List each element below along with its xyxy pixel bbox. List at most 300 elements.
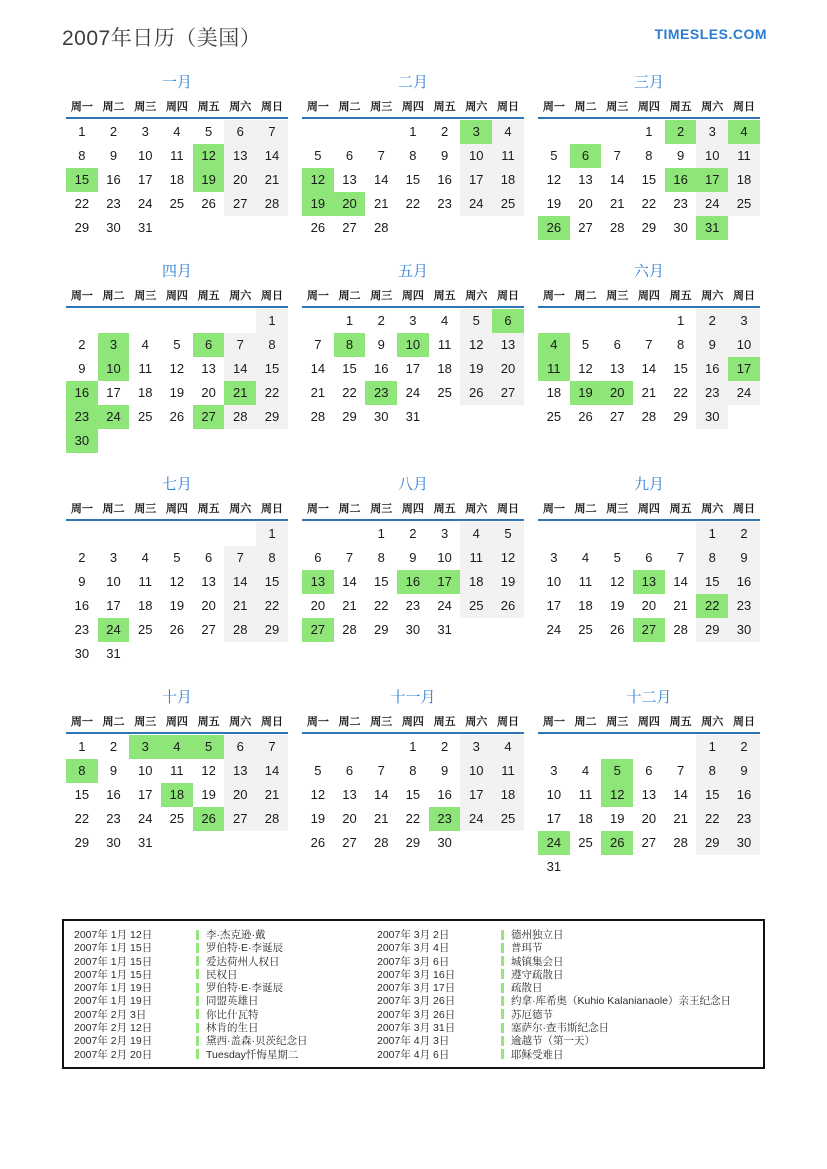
day-cell: 4 [173,124,181,139]
legend-holiday-name: 林肯的生日 [196,1020,377,1035]
month-title: 六月 [633,263,664,280]
day-cell: 14 [224,570,256,594]
day-cell: 4 [581,550,590,565]
weekday-label: 周二 [338,290,361,302]
weekday-label: 周二 [338,503,361,515]
legend-row [74,980,763,993]
weekday-label: 周五 [197,290,220,302]
day-cell [129,429,161,453]
holiday-day-cell: 10 [98,357,130,381]
legend-holiday-name: 苏厄德节 [501,1007,763,1022]
month-十月 [66,689,288,879]
day-cell: 12 [546,172,562,187]
weekday-label: 周日 [260,290,283,302]
day-cell: 8 [78,148,86,163]
weekday-label: 周一 [542,290,565,302]
legend-holiday-date: 2007年 2月 3日 [74,1008,147,1021]
day-cell [492,618,524,642]
weekday-label: 周三 [606,290,629,302]
day-cell: 15 [405,787,421,802]
legend-green-bar-icon [196,1036,199,1046]
day-cell: 19 [310,811,326,826]
day-cell: 2 [78,550,86,565]
day-cell: 9 [440,148,449,163]
weekday-label: 周六 [701,101,724,113]
day-cell [193,216,225,240]
day-cell: 15 [74,787,90,802]
month-title: 二月 [397,74,428,91]
day-cell: 14 [342,574,357,589]
day-cell: 10 [546,574,562,589]
day-cell: 30 [673,220,688,235]
weekday-label: 周二 [102,101,125,113]
weekday-label: 周三 [134,503,157,515]
day-cell: 30 [106,220,121,235]
holiday-day-cell: 23 [365,381,397,405]
day-cell: 8 [256,333,288,357]
day-cell: 7 [224,546,256,570]
holiday-day-cell: 8 [334,333,366,357]
holiday-day-cell: 11 [538,357,570,381]
day-cell: 29 [673,409,688,424]
day-cell: 21 [224,594,256,618]
day-cell: 8 [409,763,417,778]
weekday-label: 周日 [260,716,283,728]
day-cell: 2 [409,526,417,541]
months-row [66,689,767,902]
weekday-label: 周五 [197,101,220,113]
weekday-label: 周三 [370,716,393,728]
day-cell: 12 [169,361,185,376]
holiday-day-cell: 27 [193,405,225,429]
day-cell: 22 [696,807,728,831]
day-cell [570,120,602,144]
month-title: 五月 [397,263,428,280]
day-cell: 30 [728,831,760,855]
day-cell: 20 [201,385,216,400]
day-cell [161,429,193,453]
holiday-day-cell: 8 [66,759,98,783]
weekday-label: 周一 [542,101,565,113]
day-cell: 27 [609,409,625,424]
day-cell: 12 [310,787,326,802]
day-cell: 13 [201,574,216,589]
weekday-label: 周三 [370,101,393,113]
months-row [66,476,767,689]
day-cell: 20 [224,168,256,192]
legend-row [74,940,763,953]
day-cell [570,855,602,879]
day-cell: 31 [546,859,562,874]
day-cell: 5 [550,148,558,163]
day-cell: 28 [256,192,288,216]
day-cell: 25 [578,622,593,637]
day-cell [601,855,633,879]
day-cell: 18 [578,598,593,613]
day-cell: 24 [405,385,421,400]
weekday-label: 周二 [574,101,597,113]
holiday-day-cell: 3 [129,735,161,759]
day-cell: 30 [696,405,728,429]
day-cell: 10 [437,550,452,565]
weekday-label: 周六 [465,716,488,728]
day-cell: 25 [460,594,492,618]
weekday-label: 周三 [134,290,157,302]
weekday-header-row [538,98,760,119]
day-cell: 20 [578,196,593,211]
legend-green-bar-icon [196,943,199,953]
weekday-label: 周二 [574,290,597,302]
day-cell: 11 [138,574,152,589]
day-cell: 17 [106,598,121,613]
day-cell [492,216,524,240]
holiday-day-cell: 10 [397,333,429,357]
legend-green-bar-icon [196,1049,199,1059]
day-cell: 1 [676,313,685,328]
day-cell: 30 [106,835,121,850]
day-cell: 6 [224,735,256,759]
holiday-day-cell: 22 [696,594,728,618]
day-cell: 10 [460,759,492,783]
legend-holiday-name: 爱达荷州人权日 [196,954,377,969]
day-cell: 11 [170,148,184,163]
day-cell: 13 [342,172,357,187]
day-cell [365,120,397,144]
page-title: 2007年日历（美国） [62,27,262,50]
day-grid [302,522,524,642]
day-cell: 6 [204,550,213,565]
day-cell: 12 [609,574,625,589]
weekday-header-row [66,287,288,308]
weekday-label: 周二 [338,101,361,113]
weekday-label: 周日 [496,101,519,113]
weekday-label: 周五 [197,503,220,515]
day-cell: 8 [676,337,685,352]
month-八月 [302,476,524,666]
day-cell [161,309,193,333]
weekday-label: 周六 [701,503,724,515]
page-header [62,20,767,62]
day-cell: 22 [405,196,421,211]
day-cell [728,855,760,879]
day-cell: 14 [256,759,288,783]
month-七月 [66,476,288,666]
day-cell [334,522,366,546]
timesles-logo-link[interactable]: TIMESLES.COM [654,26,767,42]
legend-holiday-name: 黛西·盖森·贝茨纪念日 [196,1033,377,1048]
weekday-label: 周三 [606,503,629,515]
day-cell [460,405,492,429]
day-cell [161,831,193,855]
legend-holiday-date: 2007年 3月 6日 [377,955,450,968]
weekday-header-row [538,713,760,734]
months-row [66,263,767,476]
months-row [66,74,767,263]
day-cell: 18 [137,385,153,400]
holiday-day-cell: 23 [66,405,98,429]
day-cell: 26 [578,409,593,424]
day-cell: 13 [224,144,256,168]
weekday-header-row [302,500,524,521]
weekday-label: 周六 [701,290,724,302]
day-cell: 15 [673,361,688,376]
day-cell: 27 [492,381,524,405]
day-cell [256,429,288,453]
day-cell: 5 [581,337,590,352]
day-cell: 6 [224,120,256,144]
month-二月 [302,74,524,240]
day-cell [98,429,130,453]
day-cell: 20 [310,598,326,613]
weekday-label: 周一 [306,290,329,302]
day-cell: 8 [409,148,417,163]
legend-holiday-date: 2007年 3月 26日 [377,995,456,1008]
day-cell: 23 [728,594,760,618]
weekday-label: 周四 [401,101,424,113]
weekday-label: 周一 [542,716,565,728]
day-cell: 25 [492,192,524,216]
day-cell: 20 [641,811,657,826]
day-cell: 28 [373,220,389,235]
day-cell: 5 [314,148,322,163]
day-cell: 10 [728,333,760,357]
day-cell: 3 [696,120,728,144]
day-cell: 9 [78,574,86,589]
holiday-legend [62,919,765,1069]
day-cell: 3 [550,550,558,565]
day-cell: 16 [437,172,452,187]
day-cell [98,522,130,546]
day-cell: 12 [578,361,593,376]
day-cell: 9 [728,759,760,783]
weekday-label: 周五 [669,290,692,302]
day-cell: 22 [641,196,657,211]
day-cell [601,120,633,144]
day-cell [256,642,288,666]
weekday-label: 周一 [70,290,93,302]
legend-row [74,1007,763,1020]
weekday-label: 周日 [732,290,755,302]
day-cell: 12 [492,546,524,570]
legend-holiday-name: 约拿·库希奥（Kuhio Kalanianaole）亲王纪念日 [501,993,763,1008]
legend-holiday-date: 2007年 3月 2日 [377,929,450,941]
day-cell: 18 [492,168,524,192]
day-cell: 19 [609,811,625,826]
day-cell: 15 [256,357,288,381]
day-cell: 7 [613,148,621,163]
day-cell: 31 [137,835,153,850]
legend-holiday-date: 2007年 3月 16日 [377,968,456,981]
day-grid [302,735,524,855]
day-cell: 10 [137,763,153,778]
day-cell: 22 [342,385,357,400]
weekday-label: 周日 [496,290,519,302]
day-cell: 24 [460,192,492,216]
day-cell: 2 [728,522,760,546]
day-cell: 12 [201,763,216,778]
legend-green-bar-icon [196,1009,199,1019]
day-cell [334,120,366,144]
day-cell: 27 [342,220,357,235]
holiday-day-cell: 16 [66,381,98,405]
day-cell: 13 [578,172,593,187]
weekday-label: 周二 [102,716,125,728]
day-cell: 17 [106,385,121,400]
weekday-label: 周一 [70,716,93,728]
weekday-label: 周五 [669,716,692,728]
legend-holiday-name: 塞萨尔·查韦斯纪念日 [501,1020,763,1035]
day-cell: 20 [224,783,256,807]
weekday-label: 周四 [637,290,660,302]
day-cell: 31 [405,409,421,424]
day-grid [66,735,288,855]
day-grid [66,522,288,666]
month-四月 [66,263,288,453]
day-cell: 20 [342,811,357,826]
month-title: 十二月 [626,689,672,706]
legend-green-bar-icon [501,943,504,953]
legend-holiday-date: 2007年 3月 31日 [377,1022,456,1035]
day-grid [538,735,760,879]
day-cell [66,309,98,333]
holiday-day-cell: 4 [538,333,570,357]
legend-holiday-name: 李·杰克逊·戴 [196,927,377,942]
weekday-label: 周一 [70,503,93,515]
day-cell: 24 [137,811,153,826]
day-cell: 29 [405,835,421,850]
month-一月 [66,74,288,240]
day-cell: 13 [342,787,357,802]
day-cell: 19 [492,570,524,594]
day-cell: 20 [492,357,524,381]
day-cell: 28 [224,618,256,642]
day-cell: 29 [256,618,288,642]
weekday-label: 周五 [433,101,456,113]
holiday-day-cell: 19 [302,192,334,216]
holiday-day-cell: 12 [601,783,633,807]
day-cell [460,831,492,855]
day-cell: 22 [74,811,90,826]
month-六月 [538,263,760,453]
weekday-label: 周三 [606,101,629,113]
day-cell: 14 [224,357,256,381]
weekday-label: 周六 [229,101,252,113]
day-cell: 19 [546,196,562,211]
legend-holiday-date: 2007年 2月 12日 [74,1022,153,1035]
day-cell: 14 [256,144,288,168]
weekday-label: 周四 [637,716,660,728]
day-cell: 25 [137,622,153,637]
weekday-label: 周三 [370,503,393,515]
day-cell: 15 [256,570,288,594]
weekday-label: 周四 [401,290,424,302]
holiday-day-cell: 27 [633,618,665,642]
day-cell: 26 [310,835,326,850]
day-cell: 25 [437,385,452,400]
day-cell: 3 [440,526,449,541]
day-cell: 6 [645,763,653,778]
day-cell: 19 [460,357,492,381]
day-cell: 9 [696,333,728,357]
day-cell: 14 [609,172,625,187]
day-cell: 11 [578,574,593,589]
day-cell [302,309,334,333]
day-cell: 29 [641,220,657,235]
day-cell: 7 [377,763,385,778]
day-cell: 9 [377,337,385,352]
month-title: 八月 [397,476,428,493]
day-cell [728,405,760,429]
holiday-day-cell: 6 [193,333,225,357]
day-cell: 24 [460,807,492,831]
day-cell [161,216,193,240]
weekday-label: 周一 [306,101,329,113]
day-cell: 10 [460,144,492,168]
day-cell: 28 [373,835,389,850]
day-cell: 15 [641,172,657,187]
day-cell [665,855,697,879]
day-grid [302,309,524,429]
weekday-label: 周六 [465,503,488,515]
day-cell: 29 [256,405,288,429]
legend-row [74,1047,763,1060]
day-cell: 26 [492,594,524,618]
day-cell: 28 [673,622,688,637]
day-cell: 17 [137,787,153,802]
day-cell: 6 [613,337,621,352]
day-cell: 9 [440,763,449,778]
holiday-day-cell: 17 [696,168,728,192]
holiday-day-cell: 2 [665,120,697,144]
day-cell: 16 [728,783,760,807]
day-cell: 5 [613,550,621,565]
day-cell [193,522,225,546]
weekday-label: 周六 [465,290,488,302]
day-cell: 18 [492,783,524,807]
day-cell: 12 [169,574,185,589]
day-cell: 19 [169,385,185,400]
day-cell: 26 [310,220,326,235]
weekday-label: 周二 [102,503,125,515]
day-cell: 18 [460,570,492,594]
day-cell: 8 [645,148,653,163]
holiday-day-cell: 20 [601,381,633,405]
holiday-day-cell: 26 [193,807,225,831]
day-grid [538,309,760,429]
weekday-label: 周日 [260,101,283,113]
day-cell: 31 [437,622,452,637]
day-cell: 1 [256,522,288,546]
holiday-day-cell: 12 [302,168,334,192]
day-cell [224,309,256,333]
day-cell: 15 [696,570,728,594]
legend-holiday-name: 逾越节（第一天） [501,1033,763,1048]
day-grid [538,120,760,240]
day-cell: 3 [109,550,118,565]
month-title: 九月 [633,476,664,493]
day-cell: 31 [137,220,153,235]
day-cell: 16 [437,787,452,802]
day-cell: 27 [342,835,357,850]
holiday-day-cell: 24 [98,618,130,642]
day-cell [460,216,492,240]
day-cell [665,735,697,759]
day-cell: 2 [109,124,118,139]
day-cell [365,735,397,759]
day-cell: 1 [78,739,86,754]
day-cell [302,522,334,546]
day-cell: 23 [437,196,452,211]
